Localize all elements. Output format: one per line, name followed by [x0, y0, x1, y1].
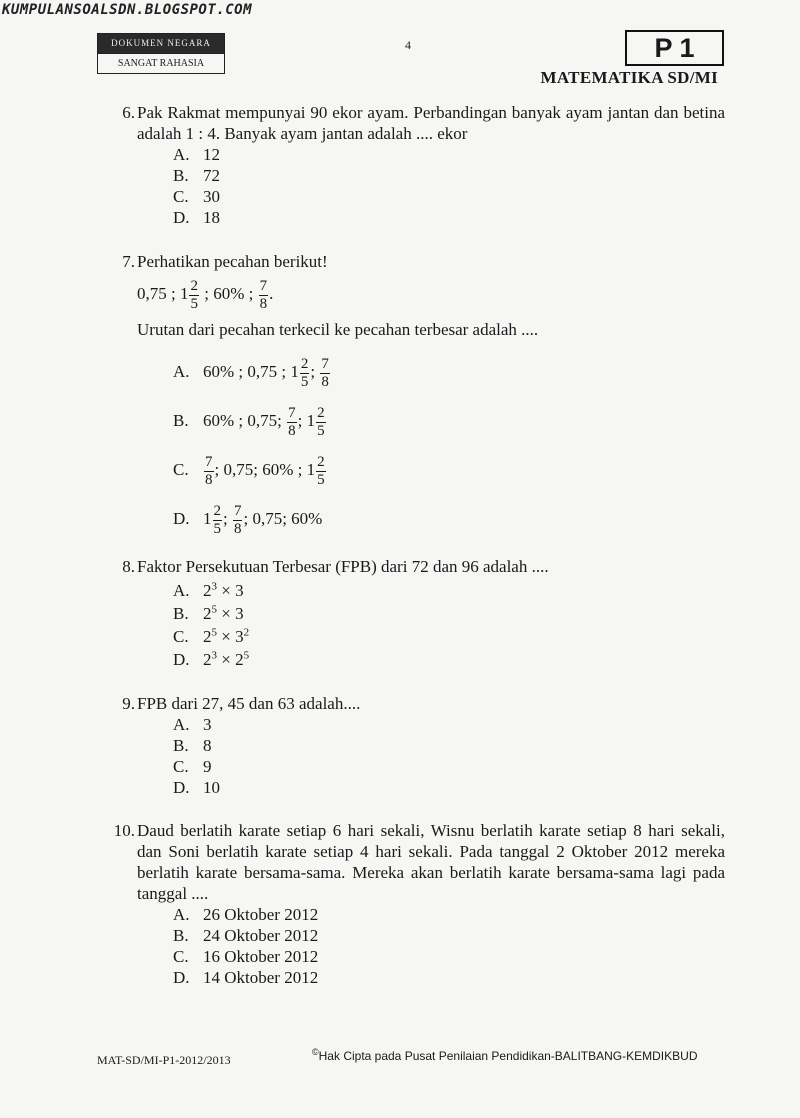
- option-text: 72: [203, 166, 220, 185]
- option-letter: C.: [173, 460, 189, 479]
- option-b: B. $2^5 \times 3$: [173, 603, 244, 623]
- option-letter: B.: [173, 166, 189, 185]
- option-text: 9: [203, 757, 212, 776]
- option-a: [173, 904, 725, 925]
- options: [173, 349, 725, 541]
- option-a: [173, 714, 725, 735]
- option-letter: A.: [173, 581, 190, 600]
- list-part: 0,75 ; 1: [137, 284, 189, 303]
- fraction: $\frac{2}{5}$: [317, 453, 325, 488]
- option-part: 1: [203, 509, 212, 528]
- question-number: 10.: [113, 821, 135, 840]
- fraction: $\frac{7}{8}$: [288, 404, 296, 439]
- option-letter: B.: [173, 411, 189, 430]
- option-part: ; 0,75; 60%: [243, 509, 323, 528]
- classification-top: DOKUMEN NEGARA: [98, 34, 224, 53]
- fraction: $\frac{7}{8}$: [205, 453, 213, 488]
- option-letter: D.: [173, 509, 190, 528]
- footer-code: MAT-SD/MI-P1-2012/2013: [97, 1053, 231, 1067]
- option-part: 60% ; 0,75 ; 1: [203, 362, 299, 381]
- option-d: [173, 207, 725, 228]
- question-number: 7.: [122, 252, 135, 271]
- option-b: [173, 165, 725, 186]
- question-8: [95, 556, 725, 672]
- option-letter: D.: [173, 650, 190, 669]
- list-part: ; 60% ;: [199, 284, 254, 303]
- option-part: ;: [223, 509, 228, 528]
- option-letter: A.: [173, 905, 190, 924]
- option-part: ; 0,75; 60% ; 1: [214, 460, 316, 479]
- option-letter: B.: [173, 926, 189, 945]
- option-text: 24 Oktober 2012: [203, 926, 319, 945]
- footer-copyright: [312, 1049, 697, 1063]
- option-a: A. $2^3 \times 3$: [173, 580, 244, 600]
- option-c: [173, 447, 725, 492]
- option-d: [173, 777, 725, 798]
- question-10: [95, 820, 725, 988]
- option-c: [173, 946, 725, 967]
- question-6: [95, 102, 725, 228]
- option-text: 26 Oktober 2012: [203, 905, 319, 924]
- fraction: $\frac{7}{8}$: [321, 355, 329, 390]
- question-7: [95, 251, 725, 541]
- fraction: $\frac{7}{8}$: [233, 502, 242, 537]
- option-letter: A.: [173, 715, 190, 734]
- option-letter: C.: [173, 187, 189, 206]
- option-part: ; 1: [297, 411, 316, 430]
- options: [173, 714, 725, 798]
- option-part: ;: [310, 362, 316, 381]
- question-text: Pak Rakmat mempunyai 90 ekor ayam. Perbandingan banyak ayam jantan dan betina adalah 1 : 4. Banyak ayam jantan adalah .... ekor: [137, 103, 725, 143]
- option-letter: B.: [173, 736, 189, 755]
- question-text: Faktor Persekutuan Terbesar (FPB) dari 72 dan 96 adalah ....: [137, 557, 549, 576]
- option-text: 10: [203, 778, 220, 797]
- options: [173, 144, 725, 228]
- fraction: $\frac{2}{5}$: [300, 355, 309, 390]
- paket-box: P 1: [625, 30, 724, 66]
- page-number: 4: [405, 38, 411, 52]
- classification-box: [97, 33, 225, 74]
- option-part: 60% ; 0,75;: [203, 411, 282, 430]
- watermark: KUMPULANSOALSDN.BLOGSPOT.COM: [2, 2, 253, 18]
- option-text: 8: [203, 736, 212, 755]
- option-text: 18: [203, 208, 220, 227]
- option-a: [173, 144, 725, 165]
- option-letter: C.: [173, 627, 189, 646]
- copyright-symbol: ©: [312, 1047, 319, 1057]
- option-c: [173, 186, 725, 207]
- option-letter: C.: [173, 947, 189, 966]
- option-letter: A.: [173, 362, 190, 381]
- question-number: 9.: [122, 694, 135, 713]
- option-letter: D.: [173, 968, 190, 987]
- options: [173, 580, 725, 672]
- option-text: 16 Oktober 2012: [203, 947, 319, 966]
- option-b: [173, 398, 725, 443]
- question-text: FPB dari 27, 45 dan 63 adalah....: [137, 694, 361, 713]
- question-intro: Perhatikan pecahan berikut!: [137, 252, 328, 271]
- fraction-list: [137, 272, 725, 316]
- fraction: $\frac{2}{5}$: [213, 502, 221, 537]
- fraction: $\frac{2}{5}$: [317, 404, 325, 439]
- list-part: .: [269, 284, 274, 303]
- classification-bottom: SANGAT RAHASIA: [98, 53, 224, 73]
- option-d: [173, 967, 725, 988]
- question-9: [95, 693, 725, 798]
- subject-title: MATEMATIKA SD/MI: [540, 68, 718, 87]
- option-text: 3: [203, 715, 212, 734]
- option-b: [173, 925, 725, 946]
- option-c: [173, 756, 725, 777]
- option-letter: D.: [173, 778, 190, 797]
- option-letter: B.: [173, 604, 189, 623]
- option-d: [173, 496, 725, 541]
- option-letter: A.: [173, 145, 190, 164]
- option-text: 14 Oktober 2012: [203, 968, 319, 987]
- option-letter: D.: [173, 208, 190, 227]
- question-text: Urutan dari pecahan terkecil ke pecahan terbesar adalah ....: [137, 320, 539, 339]
- option-a: [173, 349, 725, 394]
- option-text: 30: [203, 187, 220, 206]
- fraction: $\frac{7}{8}$: [259, 277, 268, 312]
- option-c: C. $2^5 \times 3^2$: [173, 626, 250, 646]
- option-b: [173, 735, 725, 756]
- option-text: 12: [203, 145, 220, 164]
- option-d: D. $2^3 \times 2^5$: [173, 649, 250, 669]
- copyright-text: Hak Cipta pada Pusat Penilaian Pendidikan-BALITBANG-KEMDIKBUD: [318, 1049, 698, 1063]
- question-number: 8.: [122, 557, 135, 576]
- options: [173, 904, 725, 988]
- question-number: 6.: [122, 103, 135, 122]
- option-letter: C.: [173, 757, 189, 776]
- question-text: Daud berlatih karate setiap 6 hari sekali, Wisnu berlatih karate setiap 8 hari sekali, dan Soni berlatih karate setiap 4 hari sekali. Pada tanggal 2 Oktober 2012 mereka berlatih karate bersama-sama. Mereka akan berlatih karate bersama-sama lagi pada tanggal ....: [137, 821, 725, 903]
- fraction: $\frac{2}{5}$: [190, 277, 198, 312]
